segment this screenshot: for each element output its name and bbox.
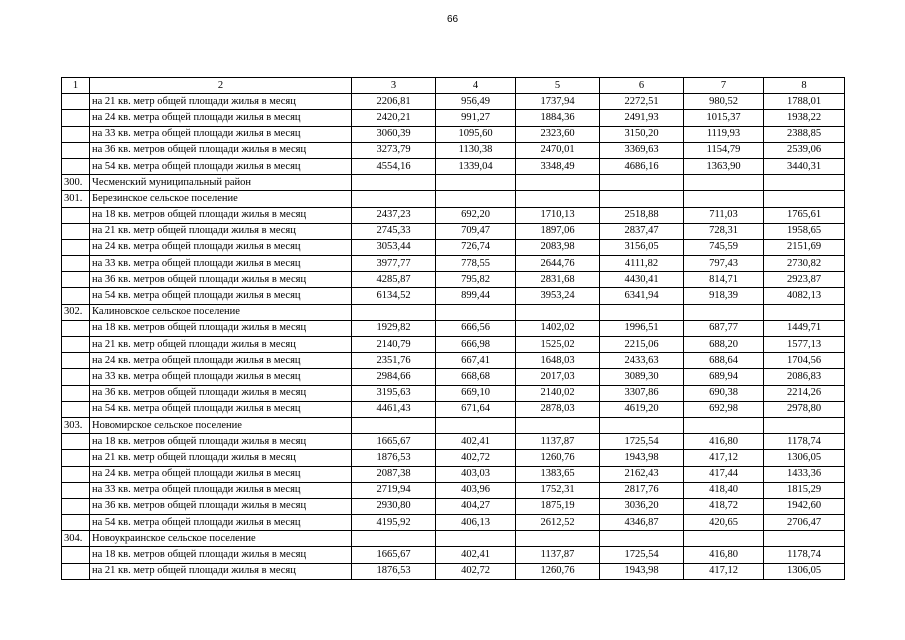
value-cell: 778,55	[436, 256, 516, 272]
value-cell: 1765,61	[764, 207, 845, 223]
value-cell: 2923,87	[764, 272, 845, 288]
value-cell: 2140,02	[516, 385, 600, 401]
row-number-cell: 302.	[62, 304, 90, 320]
table-body	[62, 78, 845, 580]
value-cell: 1306,05	[764, 563, 845, 579]
value-cell: 1897,06	[516, 223, 600, 239]
value-cell: 4111,82	[600, 256, 684, 272]
value-cell: 1938,22	[764, 110, 845, 126]
value-cell	[516, 417, 600, 433]
row-number-cell	[62, 110, 90, 126]
row-number-cell	[62, 515, 90, 531]
table-row	[62, 223, 845, 239]
value-cell: 688,64	[684, 353, 764, 369]
row-label-cell: на 33 кв. метра общей площади жилья в месяц	[90, 126, 352, 142]
value-cell: 4195,92	[352, 515, 436, 531]
value-cell	[352, 531, 436, 547]
value-cell: 667,41	[436, 353, 516, 369]
value-cell: 1725,54	[600, 547, 684, 563]
value-cell: 406,13	[436, 515, 516, 531]
value-cell: 2706,47	[764, 515, 845, 531]
row-number-cell	[62, 223, 90, 239]
row-number-cell	[62, 207, 90, 223]
value-cell: 416,80	[684, 434, 764, 450]
row-number-cell: 301.	[62, 191, 90, 207]
row-label-cell: на 54 кв. метра общей площади жилья в месяц	[90, 515, 352, 531]
value-cell	[436, 175, 516, 191]
tariff-table	[61, 77, 845, 580]
value-cell	[684, 191, 764, 207]
column-header: 4	[436, 78, 516, 94]
table-row	[62, 288, 845, 304]
value-cell: 404,27	[436, 498, 516, 514]
table-row	[62, 531, 845, 547]
table-row	[62, 191, 845, 207]
value-cell: 2215,06	[600, 337, 684, 353]
value-cell: 2087,38	[352, 466, 436, 482]
value-cell	[600, 304, 684, 320]
row-label-cell: на 36 кв. метров общей площади жилья в месяц	[90, 498, 352, 514]
value-cell: 669,10	[436, 385, 516, 401]
value-cell: 795,82	[436, 272, 516, 288]
table-row	[62, 417, 845, 433]
row-number-cell	[62, 353, 90, 369]
value-cell: 3953,24	[516, 288, 600, 304]
value-cell: 692,98	[684, 401, 764, 417]
value-cell: 420,65	[684, 515, 764, 531]
table-row	[62, 547, 845, 563]
row-number-cell	[62, 466, 90, 482]
table-row	[62, 337, 845, 353]
value-cell: 797,43	[684, 256, 764, 272]
value-cell: 3977,77	[352, 256, 436, 272]
value-cell	[764, 191, 845, 207]
row-label-cell: на 33 кв. метра общей площади жилья в месяц	[90, 482, 352, 498]
value-cell: 1154,79	[684, 142, 764, 158]
value-cell: 1996,51	[600, 320, 684, 336]
value-cell: 4619,20	[600, 401, 684, 417]
value-cell: 3060,39	[352, 126, 436, 142]
table-row	[62, 434, 845, 450]
row-number-cell	[62, 482, 90, 498]
table-row	[62, 466, 845, 482]
column-header: 8	[764, 78, 845, 94]
value-cell: 1119,93	[684, 126, 764, 142]
table-row	[62, 353, 845, 369]
row-label-cell: на 21 кв. метр общей площади жилья в месяц	[90, 94, 352, 110]
value-cell: 1788,01	[764, 94, 845, 110]
value-cell: 671,64	[436, 401, 516, 417]
value-cell: 1665,67	[352, 547, 436, 563]
value-cell: 4082,13	[764, 288, 845, 304]
value-cell: 2817,76	[600, 482, 684, 498]
value-cell: 2539,06	[764, 142, 845, 158]
row-label-cell: на 36 кв. метров общей площади жилья в месяц	[90, 142, 352, 158]
value-cell	[600, 531, 684, 547]
value-cell	[352, 191, 436, 207]
row-label-cell: на 24 кв. метра общей площади жилья в месяц	[90, 466, 352, 482]
value-cell	[436, 191, 516, 207]
value-cell: 3440,31	[764, 158, 845, 174]
value-cell	[352, 417, 436, 433]
value-cell: 690,38	[684, 385, 764, 401]
table-row	[62, 142, 845, 158]
row-number-cell	[62, 337, 90, 353]
value-cell: 1929,82	[352, 320, 436, 336]
value-cell: 1449,71	[764, 320, 845, 336]
value-cell: 689,94	[684, 369, 764, 385]
column-header: 1	[62, 78, 90, 94]
value-cell: 1015,37	[684, 110, 764, 126]
value-cell: 2831,68	[516, 272, 600, 288]
table-row	[62, 272, 845, 288]
row-label-cell: на 21 кв. метр общей площади жилья в месяц	[90, 563, 352, 579]
row-number-cell	[62, 94, 90, 110]
row-label-cell: на 18 кв. метров общей площади жилья в месяц	[90, 547, 352, 563]
value-cell	[684, 417, 764, 433]
value-cell: 1876,53	[352, 450, 436, 466]
value-cell: 1433,36	[764, 466, 845, 482]
row-label-cell: на 18 кв. метров общей площади жилья в месяц	[90, 207, 352, 223]
row-number-cell	[62, 239, 90, 255]
value-cell: 980,52	[684, 94, 764, 110]
value-cell: 2272,51	[600, 94, 684, 110]
row-number-cell	[62, 385, 90, 401]
value-cell: 1876,53	[352, 563, 436, 579]
value-cell	[684, 175, 764, 191]
value-cell: 1725,54	[600, 434, 684, 450]
table-row	[62, 239, 845, 255]
value-cell: 1752,31	[516, 482, 600, 498]
row-number-cell: 303.	[62, 417, 90, 433]
row-label-cell: Новоукраинское сельское поселение	[90, 531, 352, 547]
value-cell: 2730,82	[764, 256, 845, 272]
value-cell: 1363,90	[684, 158, 764, 174]
table-row	[62, 563, 845, 579]
value-cell: 2878,03	[516, 401, 600, 417]
value-cell: 2644,76	[516, 256, 600, 272]
column-header: 3	[352, 78, 436, 94]
row-label-cell: на 21 кв. метр общей площади жилья в месяц	[90, 450, 352, 466]
value-cell: 6341,94	[600, 288, 684, 304]
table-row	[62, 369, 845, 385]
value-cell: 416,80	[684, 547, 764, 563]
value-cell: 1648,03	[516, 353, 600, 369]
row-number-cell: 300.	[62, 175, 90, 191]
value-cell: 2612,52	[516, 515, 600, 531]
value-cell: 3273,79	[352, 142, 436, 158]
value-cell: 726,74	[436, 239, 516, 255]
row-number-cell	[62, 563, 90, 579]
value-cell: 403,96	[436, 482, 516, 498]
value-cell	[352, 304, 436, 320]
value-cell	[600, 417, 684, 433]
row-number-cell	[62, 288, 90, 304]
table-row	[62, 304, 845, 320]
value-cell: 2206,81	[352, 94, 436, 110]
value-cell: 2083,98	[516, 239, 600, 255]
value-cell: 402,41	[436, 434, 516, 450]
value-cell: 3150,20	[600, 126, 684, 142]
row-label-cell: Калиновское сельское поселение	[90, 304, 352, 320]
value-cell	[600, 175, 684, 191]
value-cell: 3307,86	[600, 385, 684, 401]
value-cell	[516, 175, 600, 191]
value-cell: 918,39	[684, 288, 764, 304]
value-cell: 2518,88	[600, 207, 684, 223]
value-cell: 1260,76	[516, 450, 600, 466]
table-row	[62, 498, 845, 514]
value-cell: 1137,87	[516, 547, 600, 563]
value-cell: 666,56	[436, 320, 516, 336]
value-cell: 2978,80	[764, 401, 845, 417]
row-label-cell: на 36 кв. метров общей площади жилья в месяц	[90, 272, 352, 288]
table-row	[62, 94, 845, 110]
column-header: 5	[516, 78, 600, 94]
value-cell: 4554,16	[352, 158, 436, 174]
value-cell: 4285,87	[352, 272, 436, 288]
value-cell: 418,40	[684, 482, 764, 498]
row-number-cell	[62, 142, 90, 158]
value-cell: 1178,74	[764, 434, 845, 450]
table-row	[62, 158, 845, 174]
value-cell: 1402,02	[516, 320, 600, 336]
value-cell: 4430,41	[600, 272, 684, 288]
value-cell	[436, 304, 516, 320]
row-label-cell: Чесменский муниципальный район	[90, 175, 352, 191]
value-cell: 688,20	[684, 337, 764, 353]
row-label-cell: на 54 кв. метра общей площади жилья в месяц	[90, 401, 352, 417]
value-cell: 692,20	[436, 207, 516, 223]
value-cell	[352, 175, 436, 191]
value-cell: 3348,49	[516, 158, 600, 174]
value-cell	[516, 531, 600, 547]
value-cell: 2140,79	[352, 337, 436, 353]
row-number-cell	[62, 158, 90, 174]
value-cell: 2437,23	[352, 207, 436, 223]
value-cell: 2214,26	[764, 385, 845, 401]
row-number-cell	[62, 369, 90, 385]
value-cell: 403,03	[436, 466, 516, 482]
table-row	[62, 320, 845, 336]
value-cell: 1095,60	[436, 126, 516, 142]
page-number: 66	[446, 14, 459, 25]
value-cell: 3156,05	[600, 239, 684, 255]
value-cell: 2837,47	[600, 223, 684, 239]
row-label-cell: на 21 кв. метр общей площади жилья в месяц	[90, 337, 352, 353]
value-cell: 417,44	[684, 466, 764, 482]
value-cell: 1884,36	[516, 110, 600, 126]
row-label-cell: на 24 кв. метра общей площади жилья в месяц	[90, 239, 352, 255]
value-cell: 4346,87	[600, 515, 684, 531]
row-label-cell: Березинское сельское поселение	[90, 191, 352, 207]
value-cell: 2351,76	[352, 353, 436, 369]
value-cell: 402,41	[436, 547, 516, 563]
value-cell: 956,49	[436, 94, 516, 110]
value-cell: 2491,93	[600, 110, 684, 126]
value-cell: 991,27	[436, 110, 516, 126]
value-cell: 1665,67	[352, 434, 436, 450]
row-label-cell: на 24 кв. метра общей площади жилья в месяц	[90, 110, 352, 126]
header-row	[62, 78, 845, 94]
value-cell: 1525,02	[516, 337, 600, 353]
value-cell: 1875,19	[516, 498, 600, 514]
row-label-cell: на 18 кв. метров общей площади жилья в месяц	[90, 434, 352, 450]
value-cell: 6134,52	[352, 288, 436, 304]
value-cell	[684, 304, 764, 320]
row-label-cell: на 18 кв. метров общей площади жилья в месяц	[90, 320, 352, 336]
value-cell: 709,47	[436, 223, 516, 239]
table-row	[62, 256, 845, 272]
value-cell: 2984,66	[352, 369, 436, 385]
value-cell: 3089,30	[600, 369, 684, 385]
table-row	[62, 110, 845, 126]
value-cell: 2388,85	[764, 126, 845, 142]
row-label-cell: на 33 кв. метра общей площади жилья в месяц	[90, 369, 352, 385]
row-label-cell: на 36 кв. метров общей площади жилья в месяц	[90, 385, 352, 401]
value-cell	[436, 417, 516, 433]
value-cell: 3036,20	[600, 498, 684, 514]
row-number-cell	[62, 547, 90, 563]
row-label-cell: на 54 кв. метра общей площади жилья в месяц	[90, 158, 352, 174]
table-row	[62, 385, 845, 401]
row-number-cell	[62, 498, 90, 514]
value-cell: 4686,16	[600, 158, 684, 174]
value-cell: 1943,98	[600, 563, 684, 579]
value-cell: 2017,03	[516, 369, 600, 385]
row-number-cell: 304.	[62, 531, 90, 547]
value-cell: 1339,04	[436, 158, 516, 174]
row-number-cell	[62, 126, 90, 142]
value-cell: 418,72	[684, 498, 764, 514]
value-cell: 745,59	[684, 239, 764, 255]
row-label-cell: на 54 кв. метра общей площади жилья в месяц	[90, 288, 352, 304]
value-cell: 711,03	[684, 207, 764, 223]
value-cell: 1710,13	[516, 207, 600, 223]
value-cell	[764, 175, 845, 191]
value-cell: 728,31	[684, 223, 764, 239]
column-header: 2	[90, 78, 352, 94]
value-cell: 666,98	[436, 337, 516, 353]
value-cell	[516, 191, 600, 207]
value-cell: 417,12	[684, 563, 764, 579]
table-row	[62, 401, 845, 417]
value-cell: 1815,29	[764, 482, 845, 498]
value-cell: 1383,65	[516, 466, 600, 482]
table-row	[62, 126, 845, 142]
value-cell: 1130,38	[436, 142, 516, 158]
row-number-cell	[62, 272, 90, 288]
value-cell: 3195,63	[352, 385, 436, 401]
row-label-cell: на 33 кв. метра общей площади жилья в месяц	[90, 256, 352, 272]
value-cell: 2930,80	[352, 498, 436, 514]
value-cell	[600, 191, 684, 207]
row-number-cell	[62, 320, 90, 336]
value-cell: 3369,63	[600, 142, 684, 158]
value-cell: 2086,83	[764, 369, 845, 385]
value-cell: 1942,60	[764, 498, 845, 514]
value-cell: 899,44	[436, 288, 516, 304]
value-cell: 668,68	[436, 369, 516, 385]
value-cell	[436, 531, 516, 547]
row-number-cell	[62, 256, 90, 272]
value-cell: 2470,01	[516, 142, 600, 158]
column-header: 6	[600, 78, 684, 94]
row-label-cell: на 21 кв. метр общей площади жилья в месяц	[90, 223, 352, 239]
value-cell: 402,72	[436, 450, 516, 466]
value-cell	[684, 531, 764, 547]
value-cell	[516, 304, 600, 320]
table-row	[62, 175, 845, 191]
value-cell: 417,12	[684, 450, 764, 466]
value-cell: 4461,43	[352, 401, 436, 417]
value-cell: 2323,60	[516, 126, 600, 142]
value-cell: 2433,63	[600, 353, 684, 369]
value-cell: 2162,43	[600, 466, 684, 482]
value-cell: 1958,65	[764, 223, 845, 239]
value-cell: 687,77	[684, 320, 764, 336]
value-cell: 1704,56	[764, 353, 845, 369]
row-number-cell	[62, 401, 90, 417]
value-cell: 2745,33	[352, 223, 436, 239]
table-row	[62, 207, 845, 223]
row-label-cell: Новомирское сельское поселение	[90, 417, 352, 433]
row-label-cell: на 24 кв. метра общей площади жилья в месяц	[90, 353, 352, 369]
value-cell	[764, 531, 845, 547]
table-row	[62, 482, 845, 498]
value-cell: 2151,69	[764, 239, 845, 255]
value-cell: 2719,94	[352, 482, 436, 498]
row-number-cell	[62, 450, 90, 466]
column-header: 7	[684, 78, 764, 94]
row-number-cell	[62, 434, 90, 450]
value-cell: 1306,05	[764, 450, 845, 466]
table-row	[62, 515, 845, 531]
value-cell: 1943,98	[600, 450, 684, 466]
value-cell: 1577,13	[764, 337, 845, 353]
value-cell: 3053,44	[352, 239, 436, 255]
value-cell: 1137,87	[516, 434, 600, 450]
value-cell	[764, 304, 845, 320]
table-row	[62, 450, 845, 466]
value-cell: 1737,94	[516, 94, 600, 110]
value-cell: 1260,76	[516, 563, 600, 579]
value-cell: 2420,21	[352, 110, 436, 126]
value-cell	[764, 417, 845, 433]
value-cell: 814,71	[684, 272, 764, 288]
value-cell: 1178,74	[764, 547, 845, 563]
value-cell: 402,72	[436, 563, 516, 579]
